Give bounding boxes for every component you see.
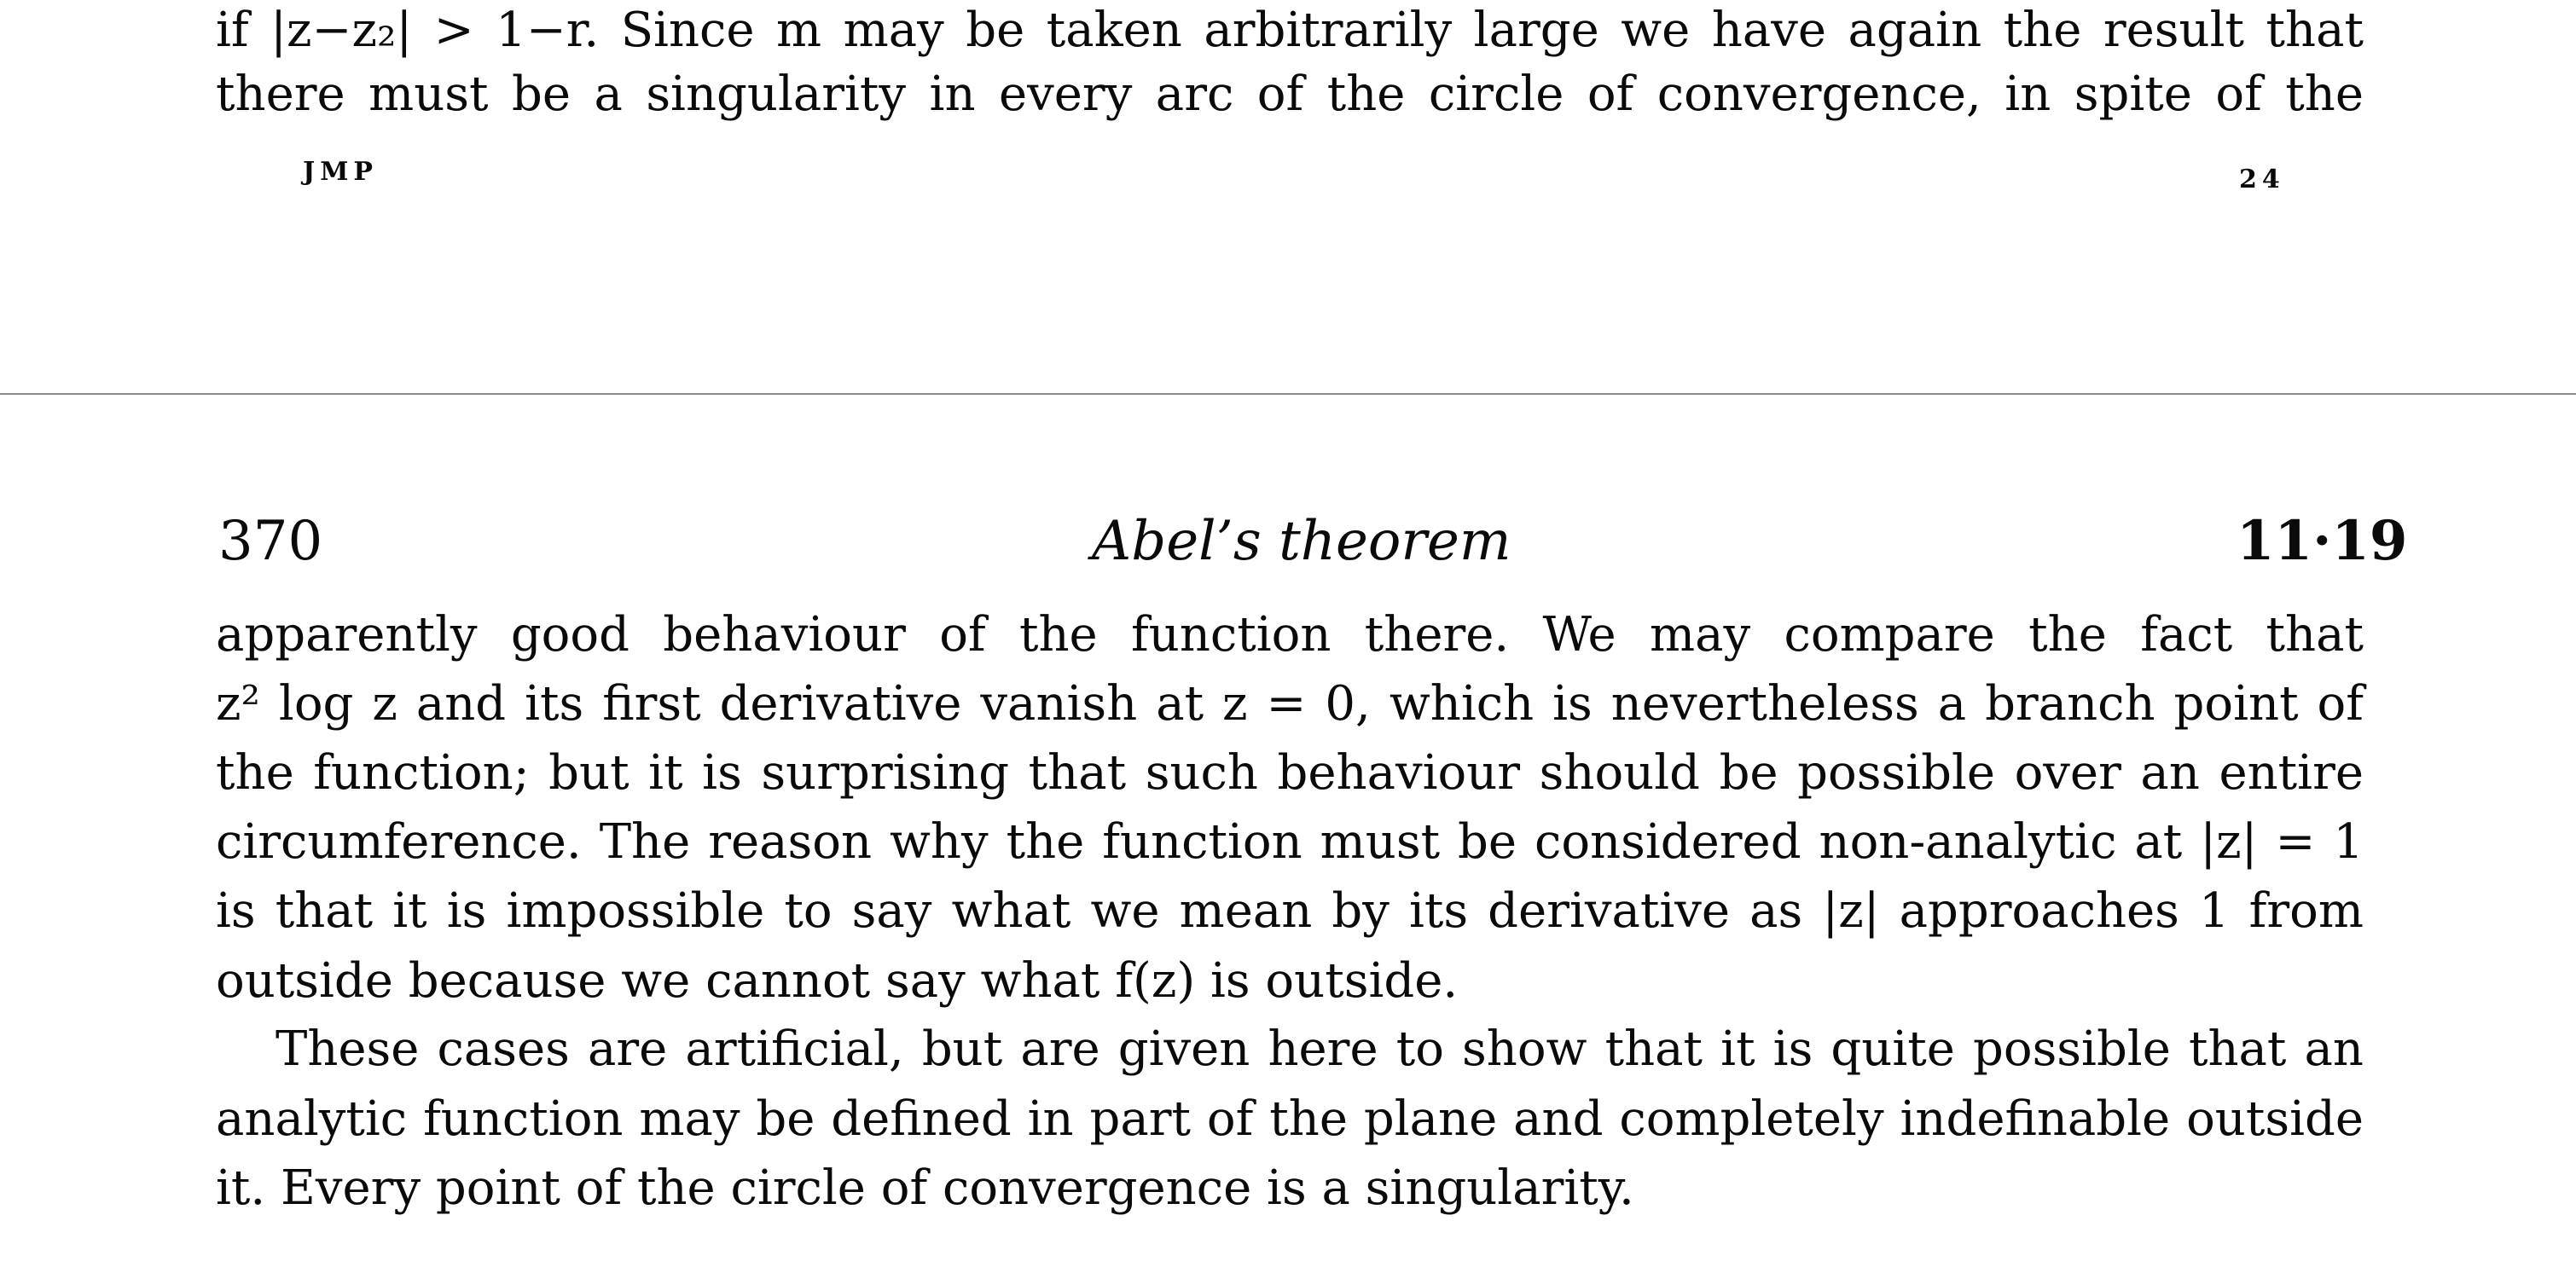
text-line: there must be a singularity in every arc of the circle of convergence, in spite of the (216, 67, 2364, 122)
text-line: These cases are artificial, but are given here to show that it is quite possible that an (276, 1021, 2364, 1077)
text-line: if |z−z₂| > 1−r. Since m may be taken arbitrarily large we have again the result that (216, 3, 2364, 58)
text-line: it. Every point of the circle of convergence is a singularity. (216, 1160, 1634, 1216)
text-line: outside because we cannot say what f(z) is outside. (216, 953, 1459, 1009)
page-footer-right: 24 (2239, 165, 2285, 194)
text-line: the function; but it is surprising that such behaviour should be possible over an entire (216, 745, 2364, 801)
page-footer-left: JMP (303, 157, 378, 187)
section-number: 11·19 (2237, 509, 2408, 573)
text-line: z² log z and its first derivative vanish at z = 0, which is nevertheless a branch point of (216, 676, 2364, 732)
page-divider (0, 393, 2576, 395)
text-line: circumference. The reason why the function must be considered non-analytic at |z| = 1 (216, 814, 2364, 870)
text-line: is that it is impossible to say what we mean by its derivative as |z| approaches 1 from (216, 883, 2364, 939)
page-number: 370 (218, 510, 323, 573)
running-title: Abel’s theorem (1092, 510, 1511, 573)
text-line: apparently good behaviour of the function there. We may compare the fact that (216, 607, 2364, 663)
text-line: analytic function may be defined in part of the plane and completely indefinable outside (216, 1091, 2364, 1147)
